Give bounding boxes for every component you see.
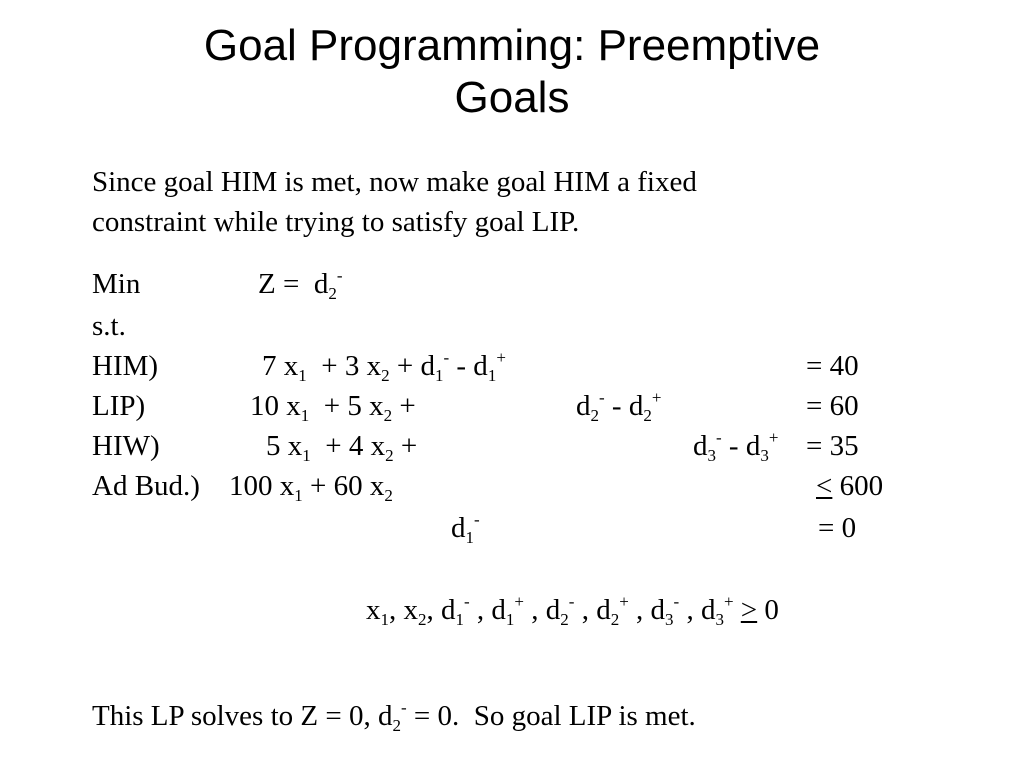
nonnegativity-constraint: $x_1$, $x_2$, $d_1^-$ , $d_1^+$ , $d_2^-$ , $d_2^+$ , $d_3^-$ , $d_3^+ > 0$: [366, 592, 779, 629]
min-label: Min: [92, 268, 141, 300]
lip-expression-part-1: 10 $x_1 + 5$ $x_2$ +: [250, 390, 416, 425]
him-rhs: = 40: [806, 350, 859, 382]
hiw-expression-part-2: $d_3^- - d_3^+$: [693, 428, 779, 465]
adbud-rhs-value: 600: [839, 470, 884, 502]
conclusion-prefix: This LP solves to Z = 0, d: [92, 700, 393, 732]
adbud-label: Ad Bud.): [92, 470, 200, 502]
conclusion-text: This LP solves to Z = 0, $d_2^- = 0$. So goal LIP is met.: [92, 698, 696, 735]
adbud-expression: 100 $x_1 + 60$ $x_2$: [229, 470, 393, 505]
fixed-constraint-variable: $d_1^-$: [451, 510, 480, 547]
fixed-constraint-rhs: = 0: [818, 512, 857, 544]
intro-paragraph: [92, 162, 852, 242]
hiw-rhs: = 35: [806, 430, 859, 462]
adbud-rhs: < 600: [816, 470, 884, 502]
subject-to-label: s.t.: [92, 310, 126, 342]
slide-title: [0, 20, 1024, 124]
objective-text: Z = d: [258, 268, 329, 300]
him-expression: 7 $x_1 + 3$ $x_2 + d_1^- - d_1^+$: [262, 348, 506, 385]
objective-function: $Z = d_2^-$: [258, 266, 343, 303]
hiw-label: HIW): [92, 430, 160, 462]
intro-line-1: Since goal HIM is met, now make goal HIM a fixed: [92, 166, 697, 198]
lip-label: LIP): [92, 390, 146, 422]
him-label: HIM): [92, 350, 159, 382]
slide-title-line-2: Goals: [454, 73, 570, 122]
hiw-expression-part-1: 5 $x_1 + 4$ $x_2$ +: [266, 430, 418, 465]
intro-line-2: constraint while trying to satisfy goal LIP.: [92, 206, 580, 238]
slide-title-line-1: Goal Programming: Preemptive: [203, 21, 821, 70]
lip-expression-part-2: $d_2^- - d_2^+$: [576, 388, 662, 425]
lip-rhs: = 60: [806, 390, 859, 422]
